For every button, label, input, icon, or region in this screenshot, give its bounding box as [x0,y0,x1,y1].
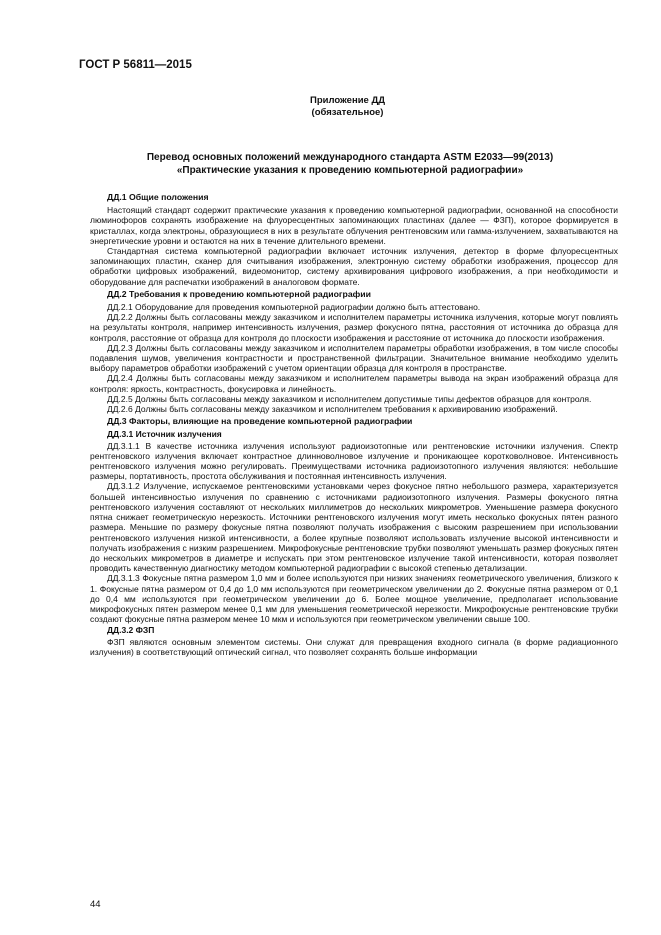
subsection-heading: ДД.3.2 ФЗП [107,625,155,636]
paragraph: ДД.3.1.2 Излучение, испускаемое рентгеновскими установками через фокусное пятно небольшого размера, характеризуется большей интенсивностью излучения по сравнению с источниками радиоизотопного излучения. Размеры фокусного пятна рентгеновского излучения составляют от нескольких миллиметров до нескольких микрометров. Уменьшение размера фокусного пятна снижает геометрическую нерезкость. Источники рентгеновского излучения могут иметь несколько фокусных пятен разного размера. Меньшие по размеру фокусные пятна позволяют получать изображения с высоким разрешением при использовании рентгеновского излучения низкой интенсивности, а более крупные позволяют использовать излучение высокой интенсивности и получать изображения с низким разрешением. Микрофокусные рентгеновские трубки позволяют уменьшать размер фокусных пятен до нескольких микрометров в диаметре и испускать при этом рентгеновское излучение такой интенсивности, которая позволяет проводить качественную диагностику методом компьютерной радиографии с высокой степенью детализации. [90,481,618,574]
paragraph: ФЗП являются основным элементом системы. Они служат для превращения входного сигнала (в форме радиационного излучения) в соответствующий оптический сигнал, что позволяет сохранять больше информации [90,636,618,657]
appendix-label: Приложение ДД [310,95,385,106]
paragraph: ДД.2.2 Должны быть согласованы между заказчиком и исполнителем параметры источника излучения, которые могут повлиять на результаты контроля, например интенсивность излучения, размер фокусного пятна, расстояния от источника до образца для контроля, расстояние от образца для контроля до плоскости изображения и расстояние от источника до плоскости изображения. [90,312,618,343]
paragraph: ДД.2.5 Должны быть согласованы между заказчиком и исполнителем допустимые типы дефектов образцов для контроля. [107,393,592,404]
document-id: ГОСТ Р 56811—2015 [79,59,192,71]
title-line-2: «Практические указания к проведению компьютерной радиографии» [176,164,524,176]
section-heading: ДД.2 Требования к проведению компьютерной радиографии [107,288,371,299]
paragraph: Стандартная система компьютерной радиографии включает источник излучения, детектор в форме флуоресцентных запоминающих пластин, сканер для считывания изображения, электронную систему обработки изображения, процессор для обработки цифровых изображений, видеомонитор, систему архивирования цифрового изображения, а при необходимости и оборудование для распечатки изображений в аналоговом формате. [90,246,618,287]
document-title [80,152,620,177]
title-line-1: Перевод основных положений международного стандарта ASTM E2033—99(2013) [146,152,554,163]
subsection-heading: ДД.3.1 Источник излучения [107,429,222,440]
paragraph: ДД.2.1 Оборудование для проведения компьютерной радиографии должно быть аттестовано. [107,302,481,313]
section-heading: ДД.3 Факторы, влияющие на проведение компьютерной радиографии [107,416,413,427]
paragraph: ДД.2.3 Должны быть согласованы между заказчиком и исполнителем параметры обработки изображения, в том числе способы подавления шумов, увеличения контрастности и пространственной фильтрации. Значительное внимание необходимо уделить выбору параметров обработки изображений с учетом ориентации образца для контроля в пространстве. [90,342,618,374]
paragraph: ДД.2.4 Должны быть согласованы между заказчиком и исполнителем параметры вывода на экран изображений образца для контроля: яркость, контрастность, фокусировка и линейность. [90,373,618,394]
appendix-status: (обязательное) [311,107,384,118]
paragraph: ДД.3.1.1 В качестве источника излучения используют радиоизотопные или рентгеновские источники излучения. Спектр рентгеновского излучения включает контрастное длинноволновое излучение и проникающее коротковолновое. Интенсивность рентгеновского излучения можно регулировать. Преимуществами источника радиоизотопного излучения являются: небольшие размеры, портативность, простота обслуживания и постоянная интенсивность излучения. [90,440,618,482]
paragraph: ДД.2.6 Должны быть согласованы между заказчиком и исполнителем требования к архивированию изображений. [107,404,558,415]
section-heading: ДД.1 Общие положения [107,192,209,202]
page-number: 44 [90,899,101,910]
paragraph: ДД.3.1.3 Фокусные пятна размером 1,0 мм и более используются при низких значениях геометрического увеличения, близкого к 1. Фокусные пятна размером от 0,4 до 1,0 мм используются при геометрическом увеличении до 2. Фокусные пятна размером от 0,1 до 0,4 мм используются при геометрическом увеличении до 6. Более мощное увеличение, предполагает использование микрофокусных пятен размером менее 0,1 мм для уменьшения геометрической нерезкости. Микрофокусные рентгеновские трубки создают фокусные пятна размером менее 10 мкм и используются при геометрическом увеличении свыше 100. [90,573,618,625]
document-body [90,190,618,657]
paragraph: Настоящий стандарт содержит практические указания к проведению компьютерной радиографии, основанной на способности люминофоров сохранять изображение на флуоресцентных запоминающих пластинах (далее — ФЗП), которое формируется в кристаллах, когда электроны, образующиеся в них в результате облучения рентгеновским или гамма-излучением, захватываются на энергетические уровни и остаются на них в течение длительного времени. [90,205,618,246]
